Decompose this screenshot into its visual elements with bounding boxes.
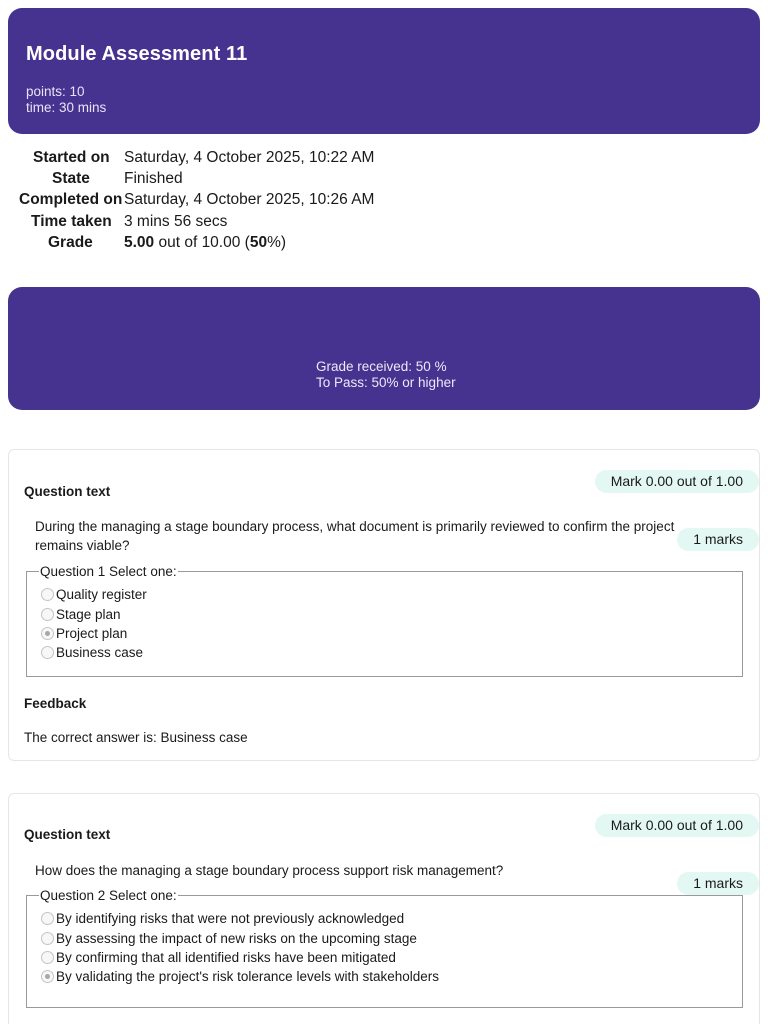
radio-button-selected[interactable] <box>41 627 54 640</box>
marks-badge: 1 marks <box>677 872 759 895</box>
grade-banner <box>8 287 760 410</box>
feedback-text: The correct answer is: Business case <box>24 730 248 745</box>
option-row[interactable] <box>41 585 742 604</box>
time-limit-text: time: 30 mins <box>26 100 107 115</box>
question-card-1 <box>8 449 760 761</box>
time-taken-value: 3 mins 56 secs <box>124 212 228 230</box>
summary-row-grade <box>0 234 420 255</box>
option-row[interactable] <box>41 948 742 967</box>
summary-row-time <box>0 213 420 234</box>
completed-value: Saturday, 4 October 2025, 10:26 AM <box>124 191 375 209</box>
marks-badge: 1 marks <box>677 528 759 551</box>
grade-value <box>124 234 286 252</box>
grade-percent-end: %) <box>267 233 287 251</box>
page-title: Module Assessment 11 <box>26 43 248 65</box>
summary-row-started <box>0 149 420 170</box>
option-row[interactable] <box>41 928 742 947</box>
question-text-heading: Question text <box>24 484 111 499</box>
summary-row-state <box>0 170 420 191</box>
option-label: By confirming that all identified risks have been mitigated <box>56 949 396 965</box>
option-label: By validating the project's risk tolerance levels with stakeholders <box>56 969 440 985</box>
grade-received-text: Grade received: 50 % <box>316 359 447 374</box>
question-text-heading: Question text <box>24 827 111 842</box>
radio-button[interactable] <box>41 588 54 601</box>
time-taken-label: Time taken <box>31 212 112 230</box>
radio-button[interactable] <box>41 608 54 621</box>
question-text: How does the managing a stage boundary process support risk management? <box>35 863 504 878</box>
completed-label: Completed on <box>19 191 123 209</box>
option-row[interactable] <box>41 967 742 986</box>
option-label: Stage plan <box>56 606 121 622</box>
started-value: Saturday, 4 October 2025, 10:22 AM <box>124 149 375 166</box>
radio-button[interactable] <box>41 932 54 945</box>
radio-button-selected[interactable] <box>41 970 54 983</box>
question-card-2 <box>8 793 760 1024</box>
option-row[interactable] <box>41 624 742 643</box>
option-row[interactable] <box>41 604 742 623</box>
option-label: Project plan <box>56 625 128 641</box>
points-text: points: 10 <box>26 84 85 99</box>
mark-badge: Mark 0.00 out of 1.00 <box>595 470 759 493</box>
option-label: Business case <box>56 645 144 661</box>
grade-percent: 50 <box>249 233 268 251</box>
state-label: State <box>52 170 90 188</box>
option-label: By assessing the impact of new risks on the upcoming stage <box>56 930 417 946</box>
assessment-header <box>8 8 760 134</box>
options-legend: Question 1 Select one: <box>40 564 177 579</box>
option-label: By identifying risks that were not previously acknowledged <box>56 911 405 927</box>
started-label: Started on <box>33 149 110 166</box>
question-text: During the managing a stage boundary process, what document is primarily reviewed to confirm the project remains viable? <box>35 519 675 553</box>
mark-badge: Mark 0.00 out of 1.00 <box>595 814 759 837</box>
feedback-heading: Feedback <box>24 696 87 711</box>
grade-score: 5.00 <box>124 233 155 251</box>
state-value: Finished <box>124 170 183 188</box>
attempt-summary <box>0 149 420 255</box>
radio-button[interactable] <box>41 646 54 659</box>
radio-button[interactable] <box>41 951 54 964</box>
answer-options <box>26 564 743 677</box>
option-row[interactable] <box>41 909 742 928</box>
answer-options <box>26 888 743 1008</box>
pass-threshold-text: To Pass: 50% or higher <box>316 375 456 390</box>
option-row[interactable] <box>41 643 742 662</box>
grade-out-of: out of 10.00 ( <box>154 233 250 251</box>
options-legend: Question 2 Select one: <box>40 888 177 903</box>
summary-row-completed <box>0 191 420 212</box>
grade-label: Grade <box>48 233 93 251</box>
option-label: Quality register <box>56 587 147 603</box>
radio-button[interactable] <box>41 912 54 925</box>
